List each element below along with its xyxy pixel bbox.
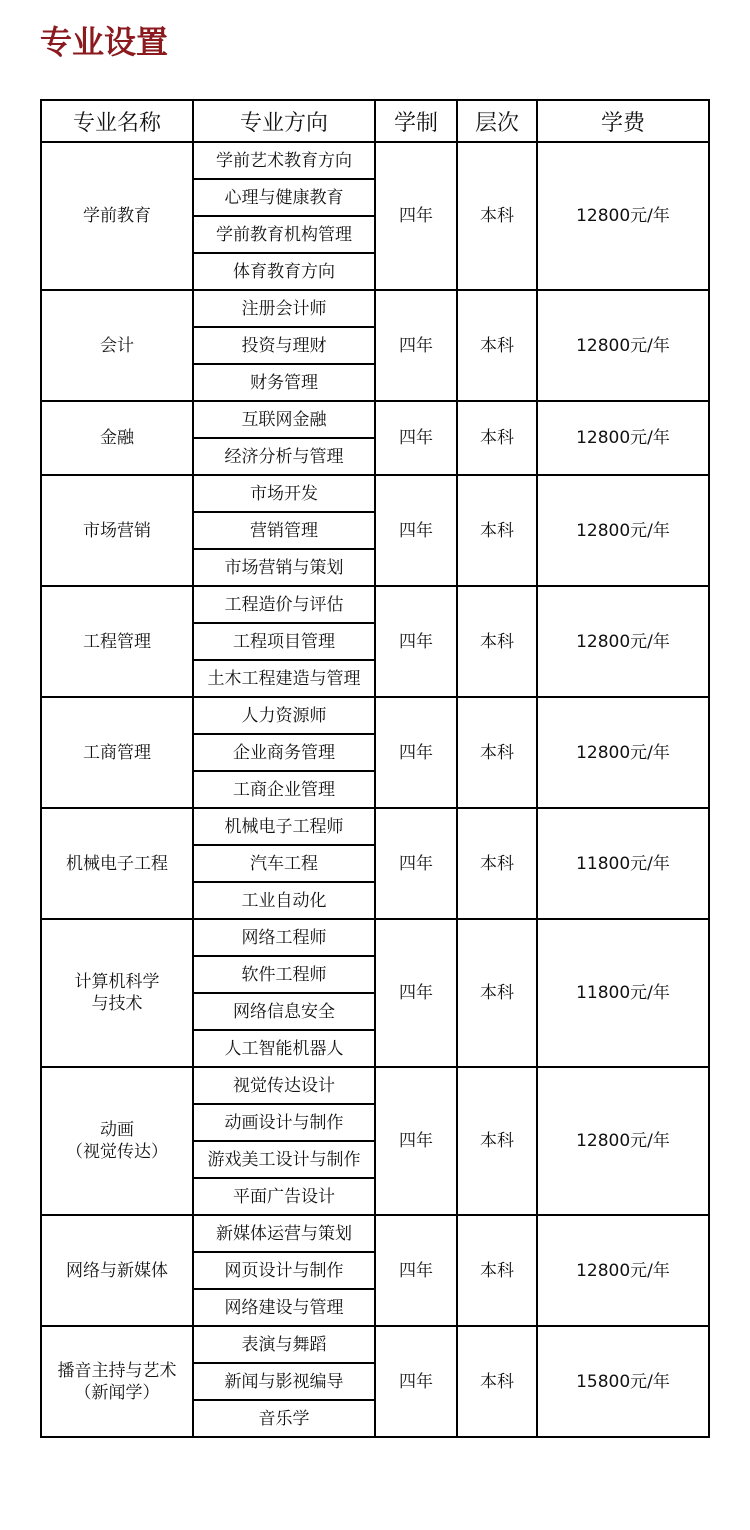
direction-cell: 学前艺术教育方向 — [193, 142, 375, 179]
major-name-line: 会计 — [100, 335, 134, 356]
duration-cell: 四年 — [375, 401, 457, 475]
direction-cell: 工业自动化 — [193, 882, 375, 919]
direction-cell: 投资与理财 — [193, 327, 375, 364]
direction-cell: 财务管理 — [193, 364, 375, 401]
major-name-line: 金融 — [100, 428, 134, 448]
direction-cell: 工程项目管理 — [193, 623, 375, 660]
direction-cell: 人工智能机器人 — [193, 1030, 375, 1067]
level-cell: 本科 — [457, 290, 537, 401]
direction-cell: 学前教育机构管理 — [193, 216, 375, 253]
direction-cell: 网络信息安全 — [193, 993, 375, 1030]
table-header-row — [41, 100, 709, 142]
fee-cell: 12800元/年 — [537, 1215, 709, 1326]
page-title: 专业设置 — [40, 23, 169, 61]
major-name-cell — [41, 290, 193, 401]
direction-cell: 新媒体运营与策划 — [193, 1215, 375, 1252]
table-row — [41, 475, 709, 512]
duration-cell: 四年 — [375, 1215, 457, 1326]
duration-cell: 四年 — [375, 1067, 457, 1215]
direction-cell: 注册会计师 — [193, 290, 375, 327]
major-name-line: （新闻学） — [74, 1382, 160, 1403]
direction-cell: 经济分析与管理 — [193, 438, 375, 475]
direction-cell: 市场营销与策划 — [193, 549, 375, 586]
major-name-cell — [41, 697, 193, 808]
duration-cell: 四年 — [375, 142, 457, 290]
table-row — [41, 401, 709, 438]
header-duration: 学制 — [375, 100, 457, 142]
major-name-cell — [41, 401, 193, 475]
major-name-cell — [41, 919, 193, 1067]
table-row — [41, 1067, 709, 1104]
direction-cell: 网络建设与管理 — [193, 1289, 375, 1326]
duration-cell: 四年 — [375, 697, 457, 808]
major-name-cell — [41, 808, 193, 919]
fee-cell: 12800元/年 — [537, 142, 709, 290]
fee-cell: 12800元/年 — [537, 586, 709, 697]
major-name-line: 动画 — [100, 1120, 134, 1140]
major-name-line: 工商管理 — [83, 742, 151, 763]
direction-cell: 平面广告设计 — [193, 1178, 375, 1215]
level-cell: 本科 — [457, 142, 537, 290]
direction-cell: 音乐学 — [193, 1400, 375, 1437]
major-name-line: （视觉传达） — [66, 1142, 168, 1162]
direction-cell: 网页设计与制作 — [193, 1252, 375, 1289]
direction-cell: 表演与舞蹈 — [193, 1326, 375, 1363]
duration-cell: 四年 — [375, 1326, 457, 1437]
fee-cell: 11800元/年 — [537, 808, 709, 919]
duration-cell: 四年 — [375, 586, 457, 697]
direction-cell: 土木工程建造与管理 — [193, 660, 375, 697]
level-cell: 本科 — [457, 808, 537, 919]
table-row — [41, 919, 709, 956]
fee-cell: 15800元/年 — [537, 1326, 709, 1437]
major-name-cell — [41, 1067, 193, 1215]
majors-table — [40, 99, 710, 1438]
fee-cell: 12800元/年 — [537, 475, 709, 586]
major-name-cell — [41, 1215, 193, 1326]
duration-cell: 四年 — [375, 290, 457, 401]
level-cell: 本科 — [457, 919, 537, 1067]
table-row — [41, 142, 709, 179]
direction-cell: 机械电子工程师 — [193, 808, 375, 845]
major-name-line: 机械电子工程 — [66, 853, 168, 874]
table-row — [41, 290, 709, 327]
major-name-line: 计算机科学 — [74, 972, 160, 992]
fee-cell: 12800元/年 — [537, 1067, 709, 1215]
direction-cell: 网络工程师 — [193, 919, 375, 956]
major-name-line: 工程管理 — [83, 631, 151, 652]
level-cell: 本科 — [457, 697, 537, 808]
fee-cell: 12800元/年 — [537, 401, 709, 475]
major-name-cell — [41, 1326, 193, 1437]
level-cell: 本科 — [457, 401, 537, 475]
major-name-line: 网络与新媒体 — [66, 1260, 168, 1281]
header-major-name: 专业名称 — [41, 100, 193, 142]
level-cell: 本科 — [457, 586, 537, 697]
direction-cell: 游戏美工设计与制作 — [193, 1141, 375, 1178]
direction-cell: 工程造价与评估 — [193, 586, 375, 623]
major-name-line: 与技术 — [91, 994, 143, 1014]
level-cell: 本科 — [457, 1215, 537, 1326]
major-name-line: 播音主持与艺术 — [57, 1360, 177, 1381]
table-row — [41, 808, 709, 845]
duration-cell: 四年 — [375, 808, 457, 919]
direction-cell: 新闻与影视编导 — [193, 1363, 375, 1400]
major-name-line: 学前教育 — [83, 206, 151, 226]
major-name-cell — [41, 142, 193, 290]
duration-cell: 四年 — [375, 919, 457, 1067]
direction-cell: 心理与健康教育 — [193, 179, 375, 216]
major-name-cell — [41, 475, 193, 586]
direction-cell: 互联网金融 — [193, 401, 375, 438]
fee-cell: 12800元/年 — [537, 697, 709, 808]
header-level: 层次 — [457, 100, 537, 142]
table-row — [41, 1326, 709, 1363]
level-cell: 本科 — [457, 1326, 537, 1437]
direction-cell: 汽车工程 — [193, 845, 375, 882]
direction-cell: 体育教育方向 — [193, 253, 375, 290]
level-cell: 本科 — [457, 475, 537, 586]
direction-cell: 市场开发 — [193, 475, 375, 512]
table-row — [41, 586, 709, 623]
header-direction: 专业方向 — [193, 100, 375, 142]
duration-cell: 四年 — [375, 475, 457, 586]
level-cell: 本科 — [457, 1067, 537, 1215]
direction-cell: 营销管理 — [193, 512, 375, 549]
header-fee: 学费 — [537, 100, 709, 142]
table-row — [41, 1215, 709, 1252]
direction-cell: 动画设计与制作 — [193, 1104, 375, 1141]
direction-cell: 视觉传达设计 — [193, 1067, 375, 1104]
direction-cell: 企业商务管理 — [193, 734, 375, 771]
fee-cell: 12800元/年 — [537, 290, 709, 401]
majors-table-body — [41, 142, 709, 1437]
direction-cell: 工商企业管理 — [193, 771, 375, 808]
fee-cell: 11800元/年 — [537, 919, 709, 1067]
direction-cell: 软件工程师 — [193, 956, 375, 993]
table-row — [41, 697, 709, 734]
major-name-line: 市场营销 — [83, 520, 151, 541]
major-name-cell — [41, 586, 193, 697]
direction-cell: 人力资源师 — [193, 697, 375, 734]
